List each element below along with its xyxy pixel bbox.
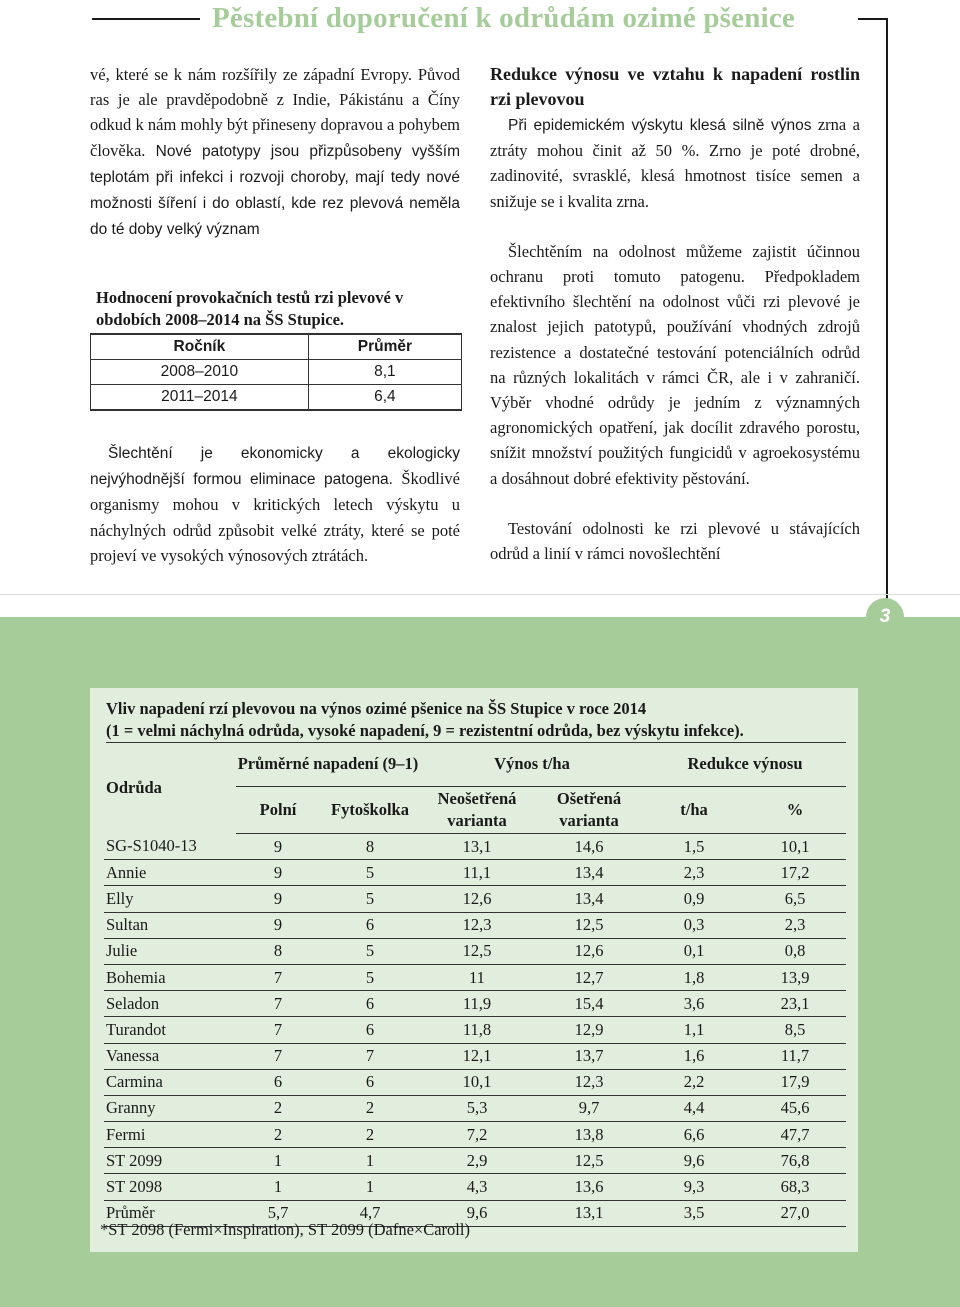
table-cell: 12,9 [534,1017,644,1043]
table-cell: 10,1 [744,834,846,860]
table-cell: 12,7 [534,964,644,990]
table-row [104,1174,846,1200]
table-cell: 5 [320,886,420,912]
table-cell: 0,9 [644,886,744,912]
variety-name: Granny [104,1095,236,1121]
header-nursery: Fytoškolka [320,787,420,834]
variety-name: Vanessa [104,1043,236,1069]
variety-name: ST 2098 [104,1174,236,1200]
table-cell: 2,3 [744,912,846,938]
table-cell: 0,3 [644,912,744,938]
table-row [104,886,846,912]
table-cell: 13,4 [534,860,644,886]
table-cell: 13,9 [744,964,846,990]
table-cell: 10,1 [420,1069,534,1095]
left-paragraph-2 [90,440,460,568]
table-cell: 8 [320,834,420,860]
table-cell: 6 [320,1069,420,1095]
left-paragraph-1 [90,62,460,242]
table-cell: 13,1 [534,1200,644,1226]
table-cell: 17,2 [744,860,846,886]
right-heading: Redukce výnosu ve vztahu k napadení rostlin rzi plevovou [490,64,860,109]
left-paragraph-1-sans: Nové patotypy jsou přizpůsobeny vyšším teplotám při infekci i rozvoji choroby, mají tedy nové možnosti šíření i do oblastí, kde rez plevová neměla do té doby velký význam [90,142,460,239]
table-cell: 9,6 [420,1200,534,1226]
table-cell: 2,3 [644,860,744,886]
table-cell: 9,7 [534,1095,644,1121]
table-cell: 1,1 [644,1017,744,1043]
right-paragraph-2: Šlechtěním na odolnost můžeme zajistit účinnou ochranu proti tomuto patogenu. Předpokladem efektivního šlechtění na odolnost vůči rzi plevové je znalost jejich patotypů, používání vhodných zdrojů rezistence a dostatečné testování potenciálních odrůd na různých lokalitách v rámci ČR, ale i v zahraničí. Výběr vhodné odrůdy je jedním z významných agronomických opatření, jak docílit zdravého porostu, snížit množství použitých fungicidů v agroekosystému a dosáhnout dobré efektivity pěstování. [490,241,860,488]
left-column [90,62,460,242]
header-reduction-group: Redukce výnosu [644,742,846,787]
table-cell: 1 [320,1174,420,1200]
table-cell: 12,3 [420,912,534,938]
header-infection-group: Průměrné napadení (9–1) [236,742,420,787]
table-cell: 6,4 [308,385,461,411]
header-field: Polní [236,787,320,834]
header-treated: Ošetřená varianta [534,787,644,834]
left-column-lower [90,440,460,568]
table-row [104,1043,846,1069]
right-paragraph-3: Testování odolnosti ke rzi plevové u stávajících odrůd a linií v rámci novošlechtění [490,518,860,564]
table-cell: 8,5 [744,1017,846,1043]
table-cell: 2 [320,1095,420,1121]
table-cell: 3,5 [644,1200,744,1226]
table-cell: 76,8 [744,1148,846,1174]
table-cell: 15,4 [534,991,644,1017]
table-row [104,912,846,938]
table-cell: 17,9 [744,1069,846,1095]
table-cell: 7 [236,991,320,1017]
yield-table-caption-line-1: Vliv napadení rzí plevovou na výnos ozimé pšenice na ŠS Stupice v roce 2014 [106,699,647,718]
table-row [104,1122,846,1148]
table-cell: 7 [320,1043,420,1069]
header-rule-vertical [886,18,888,608]
table-cell: 0,8 [744,938,846,964]
table-row [104,964,846,990]
table-cell: 4,4 [644,1095,744,1121]
right-paragraph-1-sans: Při epidemickém výskytu klesá silně výnos [508,117,812,134]
left-paragraph-1-serif: vé, které se k nám rozšířily ze západní Evropy. Původ ras je ale pravděpodobně z Indie, Pákistánu a Číny odkud k nám mohly být přineseny dopravou a pohybem člověka. [90,65,460,160]
table-row [104,938,846,964]
table-cell: 13,4 [534,886,644,912]
left-paragraph-2-serif: Škodlivé organismy mohou v kritických letech výskytu u náchylných odrůd způsobit velké ztráty, které se poté projeví ve vysokých výnosových ztrátách. [90,469,460,565]
table-row [104,1148,846,1174]
variety-name: Carmina [104,1069,236,1095]
header-untreated: Neošetřená varianta [420,787,534,834]
table-row [104,1095,846,1121]
table-cell: 12,5 [534,912,644,938]
yield-table-caption [106,698,846,743]
table-cell: 7,2 [420,1122,534,1148]
variety-name: Průměr [104,1200,236,1226]
provocation-tests-table [90,333,462,411]
table-cell: 5,7 [236,1200,320,1226]
table-cell: 12,1 [420,1043,534,1069]
variety-name: Seladon [104,991,236,1017]
table-cell: 6 [320,912,420,938]
variety-name: Fermi [104,1122,236,1148]
header-rule-right [858,18,888,20]
table-cell: 13,6 [534,1174,644,1200]
table-cell: 9 [236,912,320,938]
page-header-title: Pěstební doporučení k odrůdám ozimé pšenice [212,2,795,34]
page-number-badge: 3 [866,598,904,636]
table-cell: 47,7 [744,1122,846,1148]
header-rule-left [92,18,200,20]
yield-table-panel [90,688,858,1252]
table-cell: 7 [236,1017,320,1043]
table-cell: 6 [236,1069,320,1095]
table-cell: 1,6 [644,1043,744,1069]
table-cell: 2011–2014 [91,385,309,411]
small-table-caption: Hodnocení provokačních testů rzi plevové v obdobích 2008–2014 na ŠS Stupice. [96,288,404,329]
table-cell: 2008–2010 [91,360,309,385]
table-cell: 5 [320,964,420,990]
variety-name: Julie [104,938,236,964]
table-cell: 9 [236,860,320,886]
table-cell: 5,3 [420,1095,534,1121]
table-cell: 9,6 [644,1148,744,1174]
table-cell: 1 [236,1174,320,1200]
table-row [104,834,846,860]
table-row [104,860,846,886]
table-cell: 12,5 [420,938,534,964]
table-cell: 6,6 [644,1122,744,1148]
small-table-header-avg: Průměr [308,334,461,360]
table-cell: 1,5 [644,834,744,860]
table-cell: 13,7 [534,1043,644,1069]
header-tha: t/ha [644,787,744,834]
yield-table [104,742,846,1227]
table-cell: 6,5 [744,886,846,912]
variety-name: Bohemia [104,964,236,990]
small-table-header-year: Ročník [91,334,309,360]
table-cell: 1 [320,1148,420,1174]
table-row [104,991,846,1017]
table-cell: 9 [236,834,320,860]
header-yield-group: Výnos t/ha [420,742,644,787]
table-cell: 2,9 [420,1148,534,1174]
table-cell: 11,9 [420,991,534,1017]
left-paragraph-2-sans: Šlechtění je ekonomicky a ekologicky nejvýhodnější formou eliminace patogena. [90,445,460,489]
right-paragraph-1 [490,112,860,214]
header-pct: % [744,787,846,834]
variety-name: Sultan [104,912,236,938]
table-cell: 13,8 [534,1122,644,1148]
table-row [91,385,462,411]
table-cell: 11,8 [420,1017,534,1043]
table-cell: 45,6 [744,1095,846,1121]
table-cell: 68,3 [744,1174,846,1200]
yield-table-caption-line-2: (1 = velmi náchylná odrůda, vysoké napadení, 9 = rezistentní odrůda, bez výskytu infekce). [106,720,846,743]
variety-name: Elly [104,886,236,912]
table-cell: 2,2 [644,1069,744,1095]
table-cell: 4,3 [420,1174,534,1200]
table-cell: 13,1 [420,834,534,860]
table-cell: 4,7 [320,1200,420,1226]
table-cell: 0,1 [644,938,744,964]
table-row [91,360,462,385]
table-cell: 2 [236,1122,320,1148]
table-cell: 6 [320,991,420,1017]
table-cell: 3,6 [644,991,744,1017]
table-cell: 11,1 [420,860,534,886]
table-cell: 11 [420,964,534,990]
table-cell: 5 [320,860,420,886]
table-cell: 7 [236,1043,320,1069]
yield-table-footnote: *ST 2098 (Fermi×Inspiration), ST 2099 (Dafne×Caroll) [100,1220,470,1239]
right-column [490,62,860,566]
table-cell: 14,6 [534,834,644,860]
table-cell: 2 [320,1122,420,1148]
table-cell: 11,7 [744,1043,846,1069]
table-cell: 5 [320,938,420,964]
table-cell: 12,5 [534,1148,644,1174]
table-cell: 12,6 [534,938,644,964]
table-cell: 1 [236,1148,320,1174]
table-cell: 2 [236,1095,320,1121]
table-cell: 8 [236,938,320,964]
table-cell: 23,1 [744,991,846,1017]
variety-name: ST 2099 [104,1148,236,1174]
table-cell: 9,3 [644,1174,744,1200]
variety-name: Turandot [104,1017,236,1043]
header-variety: Odrůda [106,777,162,797]
table-cell: 7 [236,964,320,990]
table-cell: 12,6 [420,886,534,912]
table-cell: 9 [236,886,320,912]
table-cell: 12,3 [534,1069,644,1095]
table-cell: 1,8 [644,964,744,990]
right-paragraph-1-serif: zrna a ztráty mohou činit až 50 %. Zrno je poté drobné, zadinovité, svrasklé, klesá hmotnost tisíce semen a snižuje se i kvalita zrna. [490,115,860,211]
table-cell: 8,1 [308,360,461,385]
yield-table-body [104,834,846,1227]
section-divider [0,594,960,595]
table-row [104,1069,846,1095]
table-row [104,1017,846,1043]
variety-name: Annie [104,860,236,886]
table-cell: 6 [320,1017,420,1043]
variety-name: SG-S1040-13 [104,834,236,860]
table-cell: 27,0 [744,1200,846,1226]
